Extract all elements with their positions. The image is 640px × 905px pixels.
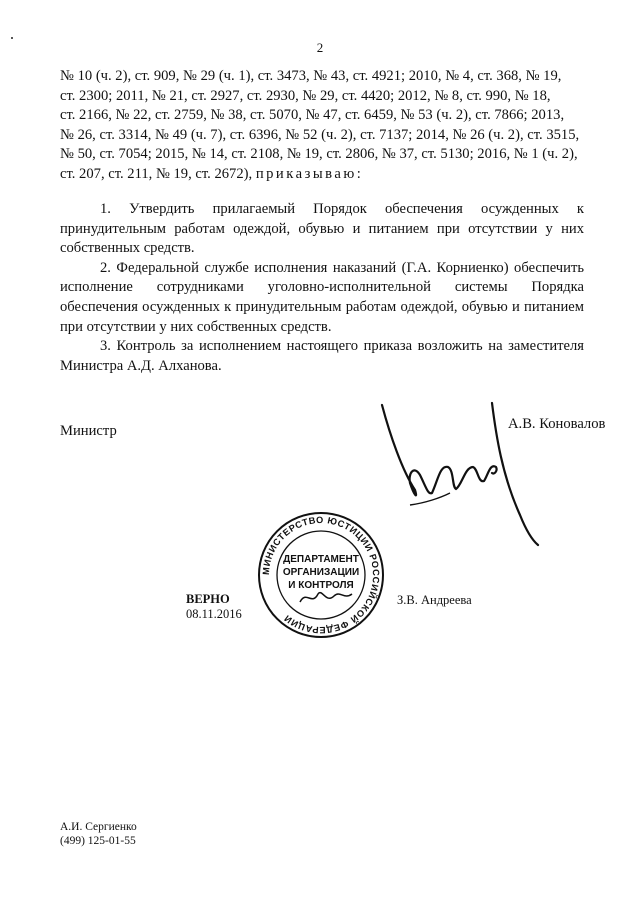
stamp-inner-line: И КОНТРОЛЯ <box>288 580 354 591</box>
order-word: приказываю: <box>255 165 364 182</box>
scan-artifact-dot <box>11 37 13 39</box>
signatory-position: Министр <box>60 423 117 439</box>
order-item-1: 1. Утвердить прилагаемый Порядок обеспечения осужденных к принудительным работам одеждой, обувью и питанием при отсутствии у них собственных средств. <box>60 201 584 257</box>
reference-tail: ст. 207, ст. 211, № 19, ст. 2672), <box>60 165 253 182</box>
stamp-inner-line: ДЕПАРТАМЕНТ <box>283 554 359 565</box>
reference-line: № 50, ст. 7054; 2015, № 14, ст. 2108, № 19, ст. 2806, № 37, ст. 5130; 2016, № 1 (ч. 2), <box>60 146 578 163</box>
stamp-signature-scribble <box>300 593 352 602</box>
page-number: 2 <box>316 40 324 55</box>
reference-line: № 26, ст. 3314, № 49 (ч. 7), ст. 6396, № 52 (ч. 2), ст. 7137; 2014, № 26 (ч. 2), ст. 3515, <box>60 126 580 143</box>
legislation-references <box>60 67 584 185</box>
executor-phone: (499) 125-01-55 <box>60 835 136 847</box>
official-stamp <box>256 510 386 640</box>
certification-block <box>186 592 242 622</box>
reference-line: № 10 (ч. 2), ст. 909, № 29 (ч. 1), ст. 3473, № 43, ст. 4921; 2010, № 4, ст. 368, № 19, <box>60 68 562 84</box>
reference-line-last <box>60 165 584 185</box>
stamp-inner-line: ОРГАНИЗАЦИИ <box>282 567 360 578</box>
signatory-name: А.В. Коновалов <box>508 416 606 432</box>
certifier-name: З.В. Андреева <box>397 593 472 607</box>
order-items <box>60 200 584 376</box>
order-item-2: 2. Федеральной службе исполнения наказаний (Г.А. Корниенко) обеспечить исполнение сотрудниками уголовно-исполнительной системы Порядка обеспечения осужденных к принудительным работам одеждой, обувью и питанием при отсутствии у них собственных средств. <box>60 259 584 335</box>
executor-block <box>60 820 137 848</box>
order-item-3: 3. Контроль за исполнением настоящего приказа возложить на заместителя Министра А.Д. Алханова. <box>60 338 584 374</box>
executor-name: А.И. Сергиенко <box>60 821 137 833</box>
certification-date: 08.11.2016 <box>186 607 242 621</box>
reference-line: ст. 2166, № 22, ст. 2759, № 38, ст. 5070, № 47, ст. 6459, № 53 (ч. 2), ст. 7866; 2013, <box>60 107 565 124</box>
stamp-ring-text: МИНИСТЕРСТВО ЮСТИЦИИ РОССИЙСКОЙ ФЕДЕРАЦИИ <box>260 514 382 636</box>
certification-label: ВЕРНО <box>186 592 230 606</box>
reference-line: ст. 2300; 2011, № 21, ст. 2927, ст. 2930, № 29, ст. 4420; 2012, № 8, ст. 990, № 18, <box>60 87 551 104</box>
